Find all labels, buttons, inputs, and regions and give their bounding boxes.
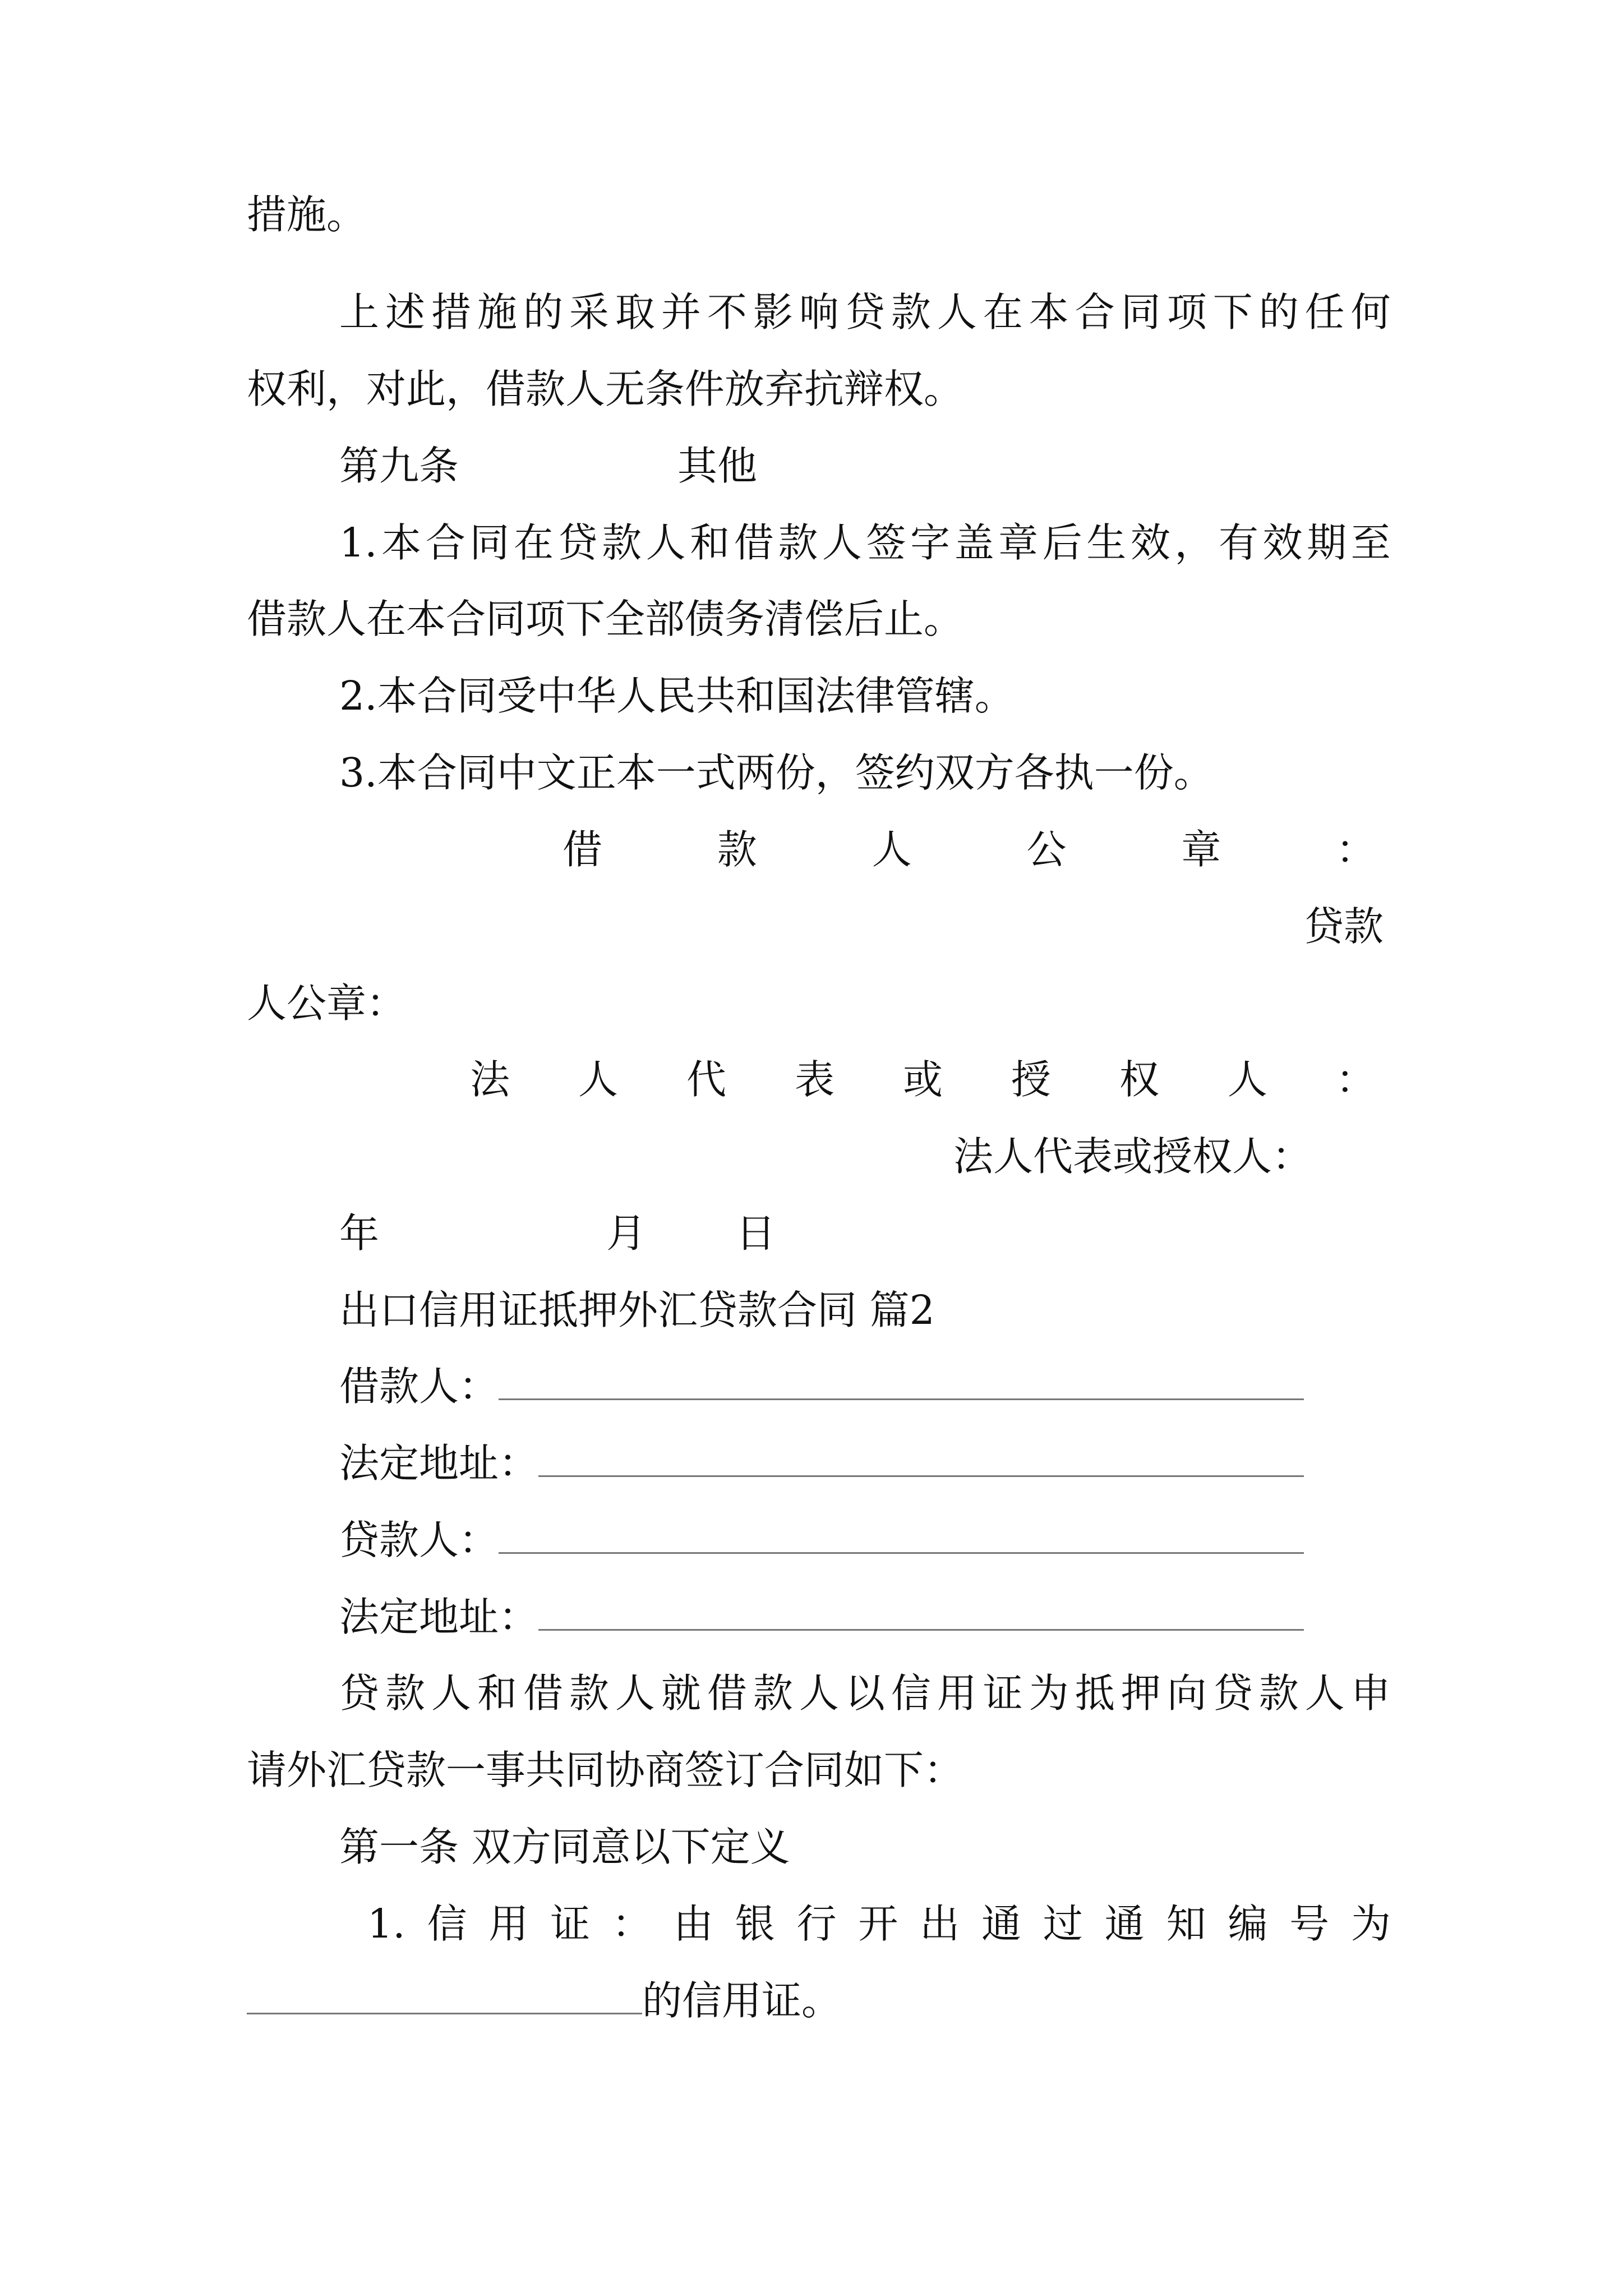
text-char: 本 — [1029, 289, 1069, 335]
text-char: 并 — [661, 289, 701, 335]
address-field — [339, 1435, 1304, 1492]
text-char: 在 — [513, 519, 554, 566]
text-char: 银 — [735, 1901, 775, 1947]
text-char: 同 — [469, 519, 510, 566]
text-char: ， — [1174, 519, 1215, 566]
text-char: 知 — [1166, 1901, 1206, 1947]
text-char: 贷 — [339, 1670, 380, 1717]
text-char: 信 — [427, 1901, 467, 1947]
text-char: 影 — [753, 289, 793, 335]
address-blank[interactable] — [538, 1439, 1304, 1477]
text-char: 为 — [1029, 1670, 1069, 1717]
text-char: 借 — [523, 1670, 563, 1717]
text-char: 效 — [1130, 519, 1170, 566]
text-char: 人 — [937, 289, 977, 335]
lc-definition-line — [247, 1973, 841, 2029]
legal-rep-label: 法人代表或授权人： — [953, 1133, 1312, 1180]
text-char: 法 — [470, 1056, 510, 1103]
text-char: 本 — [381, 519, 422, 566]
text-char: 公 — [1026, 826, 1067, 873]
text-char: 人 — [1304, 1670, 1345, 1717]
text-char: 表 — [794, 1056, 834, 1103]
text-char: 通 — [1104, 1901, 1145, 1947]
text-char: 人 — [872, 826, 912, 873]
borrower-seal-label — [562, 822, 1376, 878]
borrower-field — [339, 1359, 1304, 1415]
text-char: 有 — [1218, 519, 1258, 566]
text-char: 用 — [937, 1670, 977, 1717]
text-char: 字 — [910, 519, 951, 566]
text-line: 请外汇贷款一事共同协商签订合同如下： — [247, 1747, 964, 1793]
address-blank[interactable] — [538, 1593, 1304, 1631]
text-line — [339, 515, 1391, 571]
text-char: 签 — [866, 519, 906, 566]
text-char: 款 — [385, 1670, 425, 1717]
text-char: 抵 — [1075, 1670, 1115, 1717]
lender-blank[interactable] — [499, 1516, 1304, 1554]
text-char: 款 — [602, 519, 642, 566]
text-char: 取 — [615, 289, 655, 335]
text-char: 证 — [983, 1670, 1023, 1717]
text-char: 款 — [569, 1670, 609, 1717]
text-char: 项 — [1166, 289, 1207, 335]
text-char: 章 — [998, 519, 1039, 566]
text-line: 措施。 — [247, 191, 367, 238]
text-char: 编 — [1228, 1901, 1268, 1947]
text-char: 出 — [920, 1901, 960, 1947]
text-char: 在 — [983, 289, 1023, 335]
address-label: 法定地址： — [339, 1440, 539, 1487]
text-char: 证 — [550, 1901, 591, 1947]
text-line: 2.本合同受中华人民共和国法律管辖。 — [339, 673, 1015, 719]
text-char: 响 — [799, 289, 839, 335]
legal-rep-label — [470, 1052, 1376, 1108]
address-field — [339, 1589, 1304, 1645]
text-char: 款 — [891, 289, 931, 335]
day-label: 日 — [736, 1210, 776, 1257]
text-char: 权 — [1119, 1056, 1159, 1103]
lender-field — [339, 1512, 1304, 1568]
text-char: 开 — [858, 1901, 898, 1947]
lc-number-blank[interactable] — [247, 1977, 642, 2014]
text-line: 的信用证。 — [642, 1977, 842, 2024]
text-char: 效 — [1262, 519, 1303, 566]
text-char: 押 — [1121, 1670, 1161, 1717]
text-char: 章 — [1181, 826, 1221, 873]
text-char: 款 — [717, 826, 757, 873]
text-char: 以 — [845, 1670, 885, 1717]
text-line: 贷款 — [1304, 903, 1384, 950]
text-char: 贷 — [557, 519, 598, 566]
month-label: 月 — [606, 1210, 647, 1257]
text-char: 通 — [981, 1901, 1022, 1947]
text-char: 和 — [690, 519, 730, 566]
text-char: ： — [1335, 1056, 1376, 1103]
text-char: 过 — [1043, 1901, 1083, 1947]
lender-seal-label: 人公章： — [247, 980, 407, 1027]
text-char: 代 — [686, 1056, 726, 1103]
lender-label: 贷款人： — [339, 1517, 499, 1563]
text-char: 1. — [367, 1901, 405, 1947]
text-char: 借 — [562, 826, 603, 873]
text-char: 同 — [1121, 289, 1161, 335]
text-line — [339, 284, 1391, 341]
text-char: 由 — [673, 1901, 713, 1947]
text-char: 贷 — [1212, 1670, 1253, 1717]
article-title: 其他 — [677, 443, 758, 489]
text-char: 合 — [425, 519, 465, 566]
text-char: 至 — [1350, 519, 1391, 566]
text-char: 人 — [578, 1056, 618, 1103]
text-line: 3.本合同中文正本一式两份，签约双方各执一份。 — [339, 749, 1214, 796]
text-char: 和 — [477, 1670, 517, 1717]
text-char: 的 — [523, 289, 563, 335]
text-char: 申 — [1350, 1670, 1391, 1717]
text-char: ： — [612, 1901, 652, 1947]
text-char: 措 — [431, 289, 471, 335]
text-char: 款 — [753, 1670, 793, 1717]
text-char: 号 — [1289, 1901, 1330, 1947]
text-line — [339, 1665, 1391, 1722]
text-char: 1. — [339, 519, 377, 566]
text-char: 合 — [1075, 289, 1115, 335]
text-line: 权利，对此，借款人无条件放弃抗辩权。 — [247, 366, 964, 412]
text-char: 何 — [1350, 289, 1391, 335]
text-char: 人 — [1227, 1056, 1267, 1103]
address-label: 法定地址： — [339, 1594, 539, 1640]
text-char: 借 — [707, 1670, 747, 1717]
text-char: 授 — [1011, 1056, 1051, 1103]
text-char: 人 — [615, 1670, 655, 1717]
text-char: 述 — [385, 289, 425, 335]
text-char: 采 — [569, 289, 609, 335]
text-char: 的 — [1258, 289, 1299, 335]
text-char: 盖 — [954, 519, 994, 566]
text-line — [367, 1896, 1391, 1952]
text-char: 行 — [796, 1901, 837, 1947]
text-char: 人 — [431, 1670, 471, 1717]
article-number: 第九条 — [339, 443, 459, 489]
text-char: 借 — [734, 519, 774, 566]
text-char: 后 — [1042, 519, 1082, 566]
text-char: 施 — [477, 289, 517, 335]
date-line — [339, 1205, 776, 1262]
year-label: 年 — [339, 1210, 380, 1257]
text-char: 信 — [891, 1670, 931, 1717]
text-char: 款 — [778, 519, 818, 566]
text-char: 下 — [1212, 289, 1253, 335]
text-line: 借款人在本合同项下全部债务清偿后止。 — [247, 596, 964, 642]
text-char: 任 — [1304, 289, 1345, 335]
text-char: 为 — [1350, 1901, 1391, 1947]
text-char: 上 — [339, 289, 380, 335]
article-heading: 第一条 双方同意以下定义 — [339, 1824, 790, 1870]
text-char: 或 — [902, 1056, 943, 1103]
text-char: 向 — [1166, 1670, 1207, 1717]
text-char: 期 — [1307, 519, 1347, 566]
article-heading — [339, 438, 757, 494]
text-char: 人 — [645, 519, 686, 566]
text-char: 用 — [488, 1901, 529, 1947]
text-char: 人 — [822, 519, 862, 566]
text-char: 款 — [1258, 1670, 1299, 1717]
text-char: 不 — [707, 289, 747, 335]
borrower-label: 借款人： — [339, 1363, 499, 1410]
text-char: 人 — [799, 1670, 839, 1717]
contract-title: 出口信用证抵押外汇贷款合同 篇2 — [339, 1287, 935, 1333]
text-char: 贷 — [845, 289, 885, 335]
borrower-blank[interactable] — [499, 1363, 1304, 1400]
text-char: ： — [1335, 826, 1376, 873]
text-char: 生 — [1086, 519, 1127, 566]
text-char: 就 — [661, 1670, 701, 1717]
